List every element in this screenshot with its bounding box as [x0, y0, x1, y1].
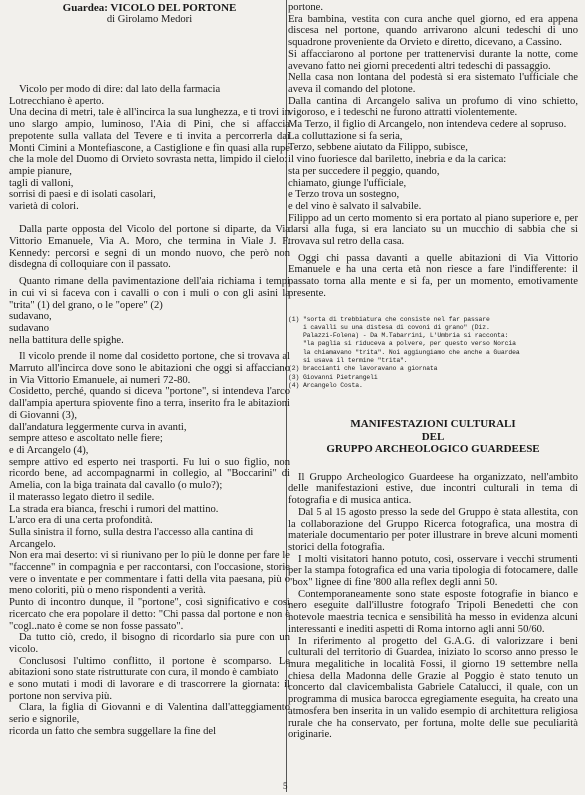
paragraph: Quanto rimane della pavimentazione dell'aia richiama i tempi in cui vi si faceva con i cavalli o con i muli o con gli asini la "trita" (1) del grano, o le "opere" (2) [9, 276, 290, 311]
verse-line: varietà di colori. [9, 201, 79, 213]
paragraph: Dalla cantina di Arcangelo saliva un profumo di vino schietto, vigoroso, e i tedeschi ne furono attratti violentemente. [288, 95, 578, 119]
paragraph: ricorda un fatto che sembra suggellare la fine del [9, 725, 217, 737]
paragraph: Dalla parte opposta del Vicolo del portone si diparte, da Via Vittorio Emanuele, Via A. Moro, che termina in Viale J. F. Kennedy: percorsi e segni di un mondo nuovo, che però non disdegna di colloquiare con il passato. [9, 224, 290, 271]
paragraph: Oggi chi passa davanti a quelle abitazioni di Via Vittorio Emanuele e ha una certa età non riesce a fare l'indifferente: il passato torna alla mente e si fa, per un momento, emotivamente presente. [288, 252, 578, 299]
paragraph: Da tutto ciò, credo, il bisogno di ricordarlo sia pure con un vicolo. [9, 632, 290, 655]
footnote-line: Palazzi-Folena) - Da M.Tabarrini, L'Umbria si racconta: [288, 332, 509, 340]
section-title: DEL [421, 430, 445, 443]
paragraph: Punto di incontro dunque, il "portone", così significativo e così ricercato che era popolare il detto: "Chi passa dal portone e non è "cogl..nato è come se non fosse passato". [9, 597, 290, 632]
verse-line: sudavano [9, 322, 50, 334]
section-title: GRUPPO ARCHEOLOGICO GUARDEESE [326, 443, 540, 456]
paragraph: Conclusosi l'ultimo conflitto, il portone è scomparso. Le abitazioni sono state ristrutturate con cura, il mondo è cambiato [9, 655, 290, 679]
paragraph: Nella casa non lontana del podestà si era sistemato l'ufficiale che aveva il comando del plotone. [288, 72, 578, 95]
verse-line: dall'andatura leggermente curva in avanti, [9, 421, 187, 433]
footnote-line: (2) braccianti che lavoravano a giornata [288, 365, 438, 373]
verse-line: nella battitura delle spighe. [9, 334, 124, 346]
left-column [9, 2, 290, 738]
verse-line: ampie pianure, [9, 165, 72, 177]
verse-line: chiamato, giunge l'ufficiale, [288, 177, 407, 189]
footnote-line: (4) Arcangelo Costa. [288, 381, 363, 389]
verse-line: sta per succedere il peggio, quando, [288, 165, 440, 177]
verse-line: sorrisi di paesi e di isolati casolari, [9, 189, 156, 201]
paragraph: Sulla sinistra il forno, sulla destra l'accesso alla cantina di Arcangelo. [9, 526, 254, 550]
section-title: MANIFESTAZIONI CULTURALI [350, 418, 516, 431]
paragraph: Contemporaneamente sono state esposte fotografie in bianco e nero eseguite dall'illustre fotografo Tripoli Benedetti che con notevole maestria tecnica e sensibilità ha messo in evidenza alcuni interessanti e inediti aspetti di Roma intorno agli anni 50/60. [288, 588, 578, 635]
article-author: di Girolamo Medori [106, 14, 193, 25]
paragraph: Una decina di metri, tale è all'incirca la sua lunghezza, e ti trovi in uno slargo ampio, luminoso, l'Aia di Pini, che si affaccia prepotente sulla vallata del Tevere e ti invita a percorrerla dai Monti Cimini a Montefiascone, a Castiglione e fin quasi alla rupe che la mole del Duomo di Orvieto sovrasta netta, limpido il cielo: [9, 107, 290, 166]
right-column [288, 2, 578, 741]
verse-line: La colluttazione si fa seria, [288, 130, 403, 142]
verse-line: sempre atteso e ascoltato nelle fiere; [9, 433, 163, 445]
footnotes [288, 316, 578, 391]
footnote-line: i cavalli su una distesa di covoni di grano" (Diz. [288, 323, 490, 331]
paragraph: Il Gruppo Archeologico Guardeese ha organizzato, nell'ambito delle manifestazioni estive, due incontri culturali in tema di fotografia e di musica antica. [288, 471, 578, 507]
paragraph: e sono mutati i modi di lavorare e di trascorrere la giornata: il portone non serviva più. [9, 679, 290, 702]
paragraph: Dal 5 al 15 agosto presso la sede del Gruppo è stata allestita, con la collaborazione del Gruppo Ricerca fotografica, una mostra di materiale documentario per poter illustrare in breve alcuni momenti storici della fotografia. [288, 506, 578, 553]
paragraph: Cosidetto, perché, quando si diceva "portone", si intendeva l'arco dall'ampia apertura spiovente fino a terra, inserito fra le abitazioni di Giovanni (3), [9, 386, 290, 421]
paragraph: sempre attivo ed esperto nei trasporti. Fu lui o suo figlio, non ricordo bene, ad accompagnarmi in collegio, al "Boccarini" di Amelia, con la biga trainata dal cavallo (o mulo?); [9, 456, 290, 492]
article-title: Guardea: VICOLO DEL PORTONE [62, 2, 237, 14]
paragraph: portone. [288, 2, 324, 13]
paragraph: Si affacciarono al portone per trattenervisi durante la notte, come avevano fatto nei giorni precedenti altri tedeschi di passaggio. [288, 48, 578, 72]
paragraph: In riferimento al progetto del G.A.G. di valorizzare i beni culturali del territorio di Guardea, iniziato lo scorso anno presso le mura megalitiche in località Fossi, il giorno 19 settembre nella chiesa della Madonna delle Grazie al Poggio è stato tenuto un concerto dal clavicembalista Gabriele Catalucci, il quale, con un programma di musica barocca egregiamente eseguita, ha creato una atmosfera ben inserita in un valido esempio di architettura religiosa rurale che ha conservato, per fortuna, molte delle sue peculiarità originarie. [288, 635, 578, 741]
verse-line: e del vino è salvato il salvabile. [288, 200, 422, 212]
verse-line: il materasso legato dietro il sedile. [9, 491, 155, 503]
paragraph: Clara, la figlia di Giovanni e di Valentina dall'atteggiamento serio e signorile, [9, 702, 290, 726]
verse-line: tagli di valloni, [9, 177, 74, 189]
paragraph: Lotrecchiano è aperto. [9, 95, 104, 107]
verse-line: Terzo, sebbene aiutato da Filippo, subisce, [288, 142, 468, 154]
verse-line: L'arco era di una certa profondità. [9, 515, 153, 527]
footnote-line: (1) "sorta di trebbiatura che consiste nel far passare [288, 315, 490, 323]
paragraph: Vicolo per modo di dire: dal lato della farmacia [19, 84, 221, 95]
paragraph: Il vicolo prende il nome dal cosidetto portone, che si trovava al Marruto all'incirca dove sono le abitazioni che oggi si affacciano in Via Vittorio Emanuele, ai numeri 72-80. [9, 351, 290, 386]
verse-line: il vino fuoriesce dal bariletto, inebria e da la carica: [288, 154, 507, 166]
paragraph: I molti visitatori hanno potuto, così, osservare i vecchi strumenti per la stampa fotografica ed una varia tipologia di fotocamere, dalle "box" lignee di fine '800 alla reflex degli anni 50. [288, 553, 578, 589]
paragraph: Era bambina, vestita con cura anche quel giorno, ed era appena discesa nel portone, quando arrivarono alcuni tedeschi di uno squadrone proveniente da Orvieto e diretto, dicevano, a Cassino. [288, 13, 578, 49]
footnote-line: si usava il termine "trita". [288, 357, 408, 365]
verse-line: e Terzo trova un sostegno, [288, 189, 400, 201]
paragraph: Non era mai deserto: vi si riunivano per lo più le donne per fare le "faccenne" in compagnia e per raccontarsi, con l'occasione, storie vere o inventate e per commentare i fatti della vita paesana, più o meno coloriti, più o meno rispondenti a verità. [9, 550, 290, 597]
footnote-line: la chiamavano "trita". Noi aggiungiamo che anche a Guardea [288, 348, 520, 356]
paragraph: Filippo ad un certo momento si era portato al piano superiore e, per darsi alla fuga, si era lanciato su un mucchio di sabbia che si trovava sul retro della casa. [288, 212, 578, 248]
verse-line: sudavano, [9, 311, 52, 323]
footnote-line: (3) Giovanni Pietrangeli [288, 373, 378, 381]
verse-line: La strada era bianca, freschi i rumori del mattino. [9, 503, 219, 515]
verse-line: e di Arcangelo (4), [9, 444, 89, 456]
footnote-line: "la paglia si riduceva a polvere, per questo verso Norcia [288, 340, 516, 348]
paragraph: Ma Terzo, il figlio di Arcangelo, non intendeva cedere al sopruso. [288, 119, 567, 131]
page-number: 5 [283, 781, 288, 791]
